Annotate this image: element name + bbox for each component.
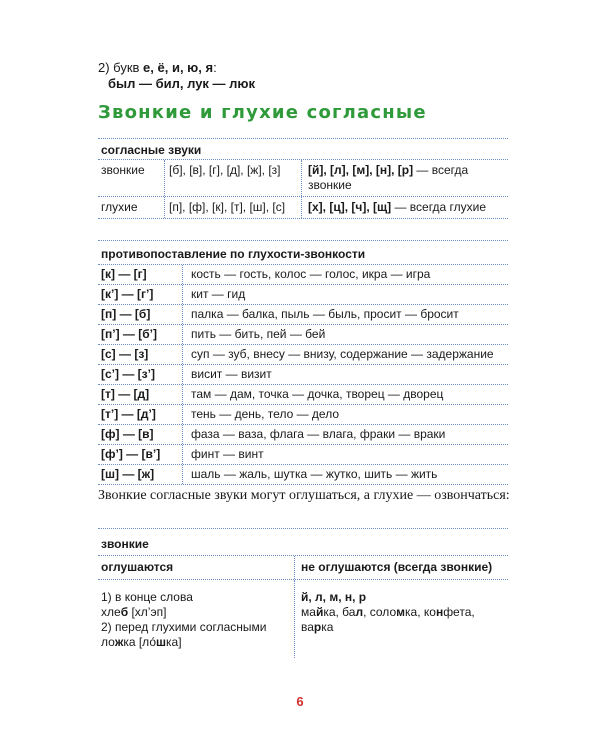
intro-line-2: был — бил, лук — люк xyxy=(108,76,256,91)
table-row: глухие [п], [ф], [к], [т], [ш], [с] [х], [ц], [ч], [щ] — всегда глухие xyxy=(98,197,508,219)
table-row: [ф’] — [в’] финт — винт xyxy=(98,445,508,465)
table3-column-heads: оглушаются не оглушаются (всегда звонкие) xyxy=(98,556,508,580)
page-number: 6 xyxy=(296,694,304,709)
table3-header: звонкие xyxy=(98,528,508,556)
table-row: [с] — [з] суп — зуб, внесу — внизу, содержание — задержание xyxy=(98,345,508,365)
table-row: [т’] — [д’] тень — день, тело — дело xyxy=(98,405,508,425)
intro-block xyxy=(98,60,255,92)
section-heading: Звонкие и глухие согласные xyxy=(98,102,427,123)
table-row: [с’] — [з’] висит — визит xyxy=(98,365,508,385)
body-paragraph: Звонкие согласные звуки могут оглушаться, а глухие — озвончаться: xyxy=(98,488,510,503)
table-row: [п’] — [б’] пить — бить, пей — бей xyxy=(98,325,508,345)
table-row: [т] — [д] там — дам, точка — дочка, творец — дворец xyxy=(98,385,508,405)
table1-header: согласные звуки xyxy=(98,138,508,160)
table-row: [п] — [б] палка — балка, пыль — быль, просит — бросит xyxy=(98,305,508,325)
table-row: [ф] — [в] фаза — ваза, флага — влага, фраки — враки xyxy=(98,425,508,445)
table-row: [к’] — [г’] кит — гид xyxy=(98,285,508,305)
opposition-table xyxy=(98,240,508,485)
table-row: [ш] — [ж] шаль — жаль, шутка — жутко, шить — жить xyxy=(98,465,508,485)
voicing-table xyxy=(98,528,508,658)
consonants-table xyxy=(98,138,508,219)
table-row: звонкие [б], [в], [г], [д], [ж], [з] [й], [л], [м], [н], [р] — всегда звонкие xyxy=(98,160,508,197)
table2-header: противопоставление по глухости-звонкости xyxy=(98,240,508,265)
table-row: [к] — [г] кость — гость, колос — голос, икра — игра xyxy=(98,265,508,285)
table-row: 1) в конце слова хлеб [хл’эп] 2) перед глухими согласными ложка [ло́шка] й, л, м, н, р майка, бал, соломка, конфета, варка xyxy=(98,580,508,658)
intro-line-1: 2) букв е, ё, и, ю, я: xyxy=(98,60,217,75)
